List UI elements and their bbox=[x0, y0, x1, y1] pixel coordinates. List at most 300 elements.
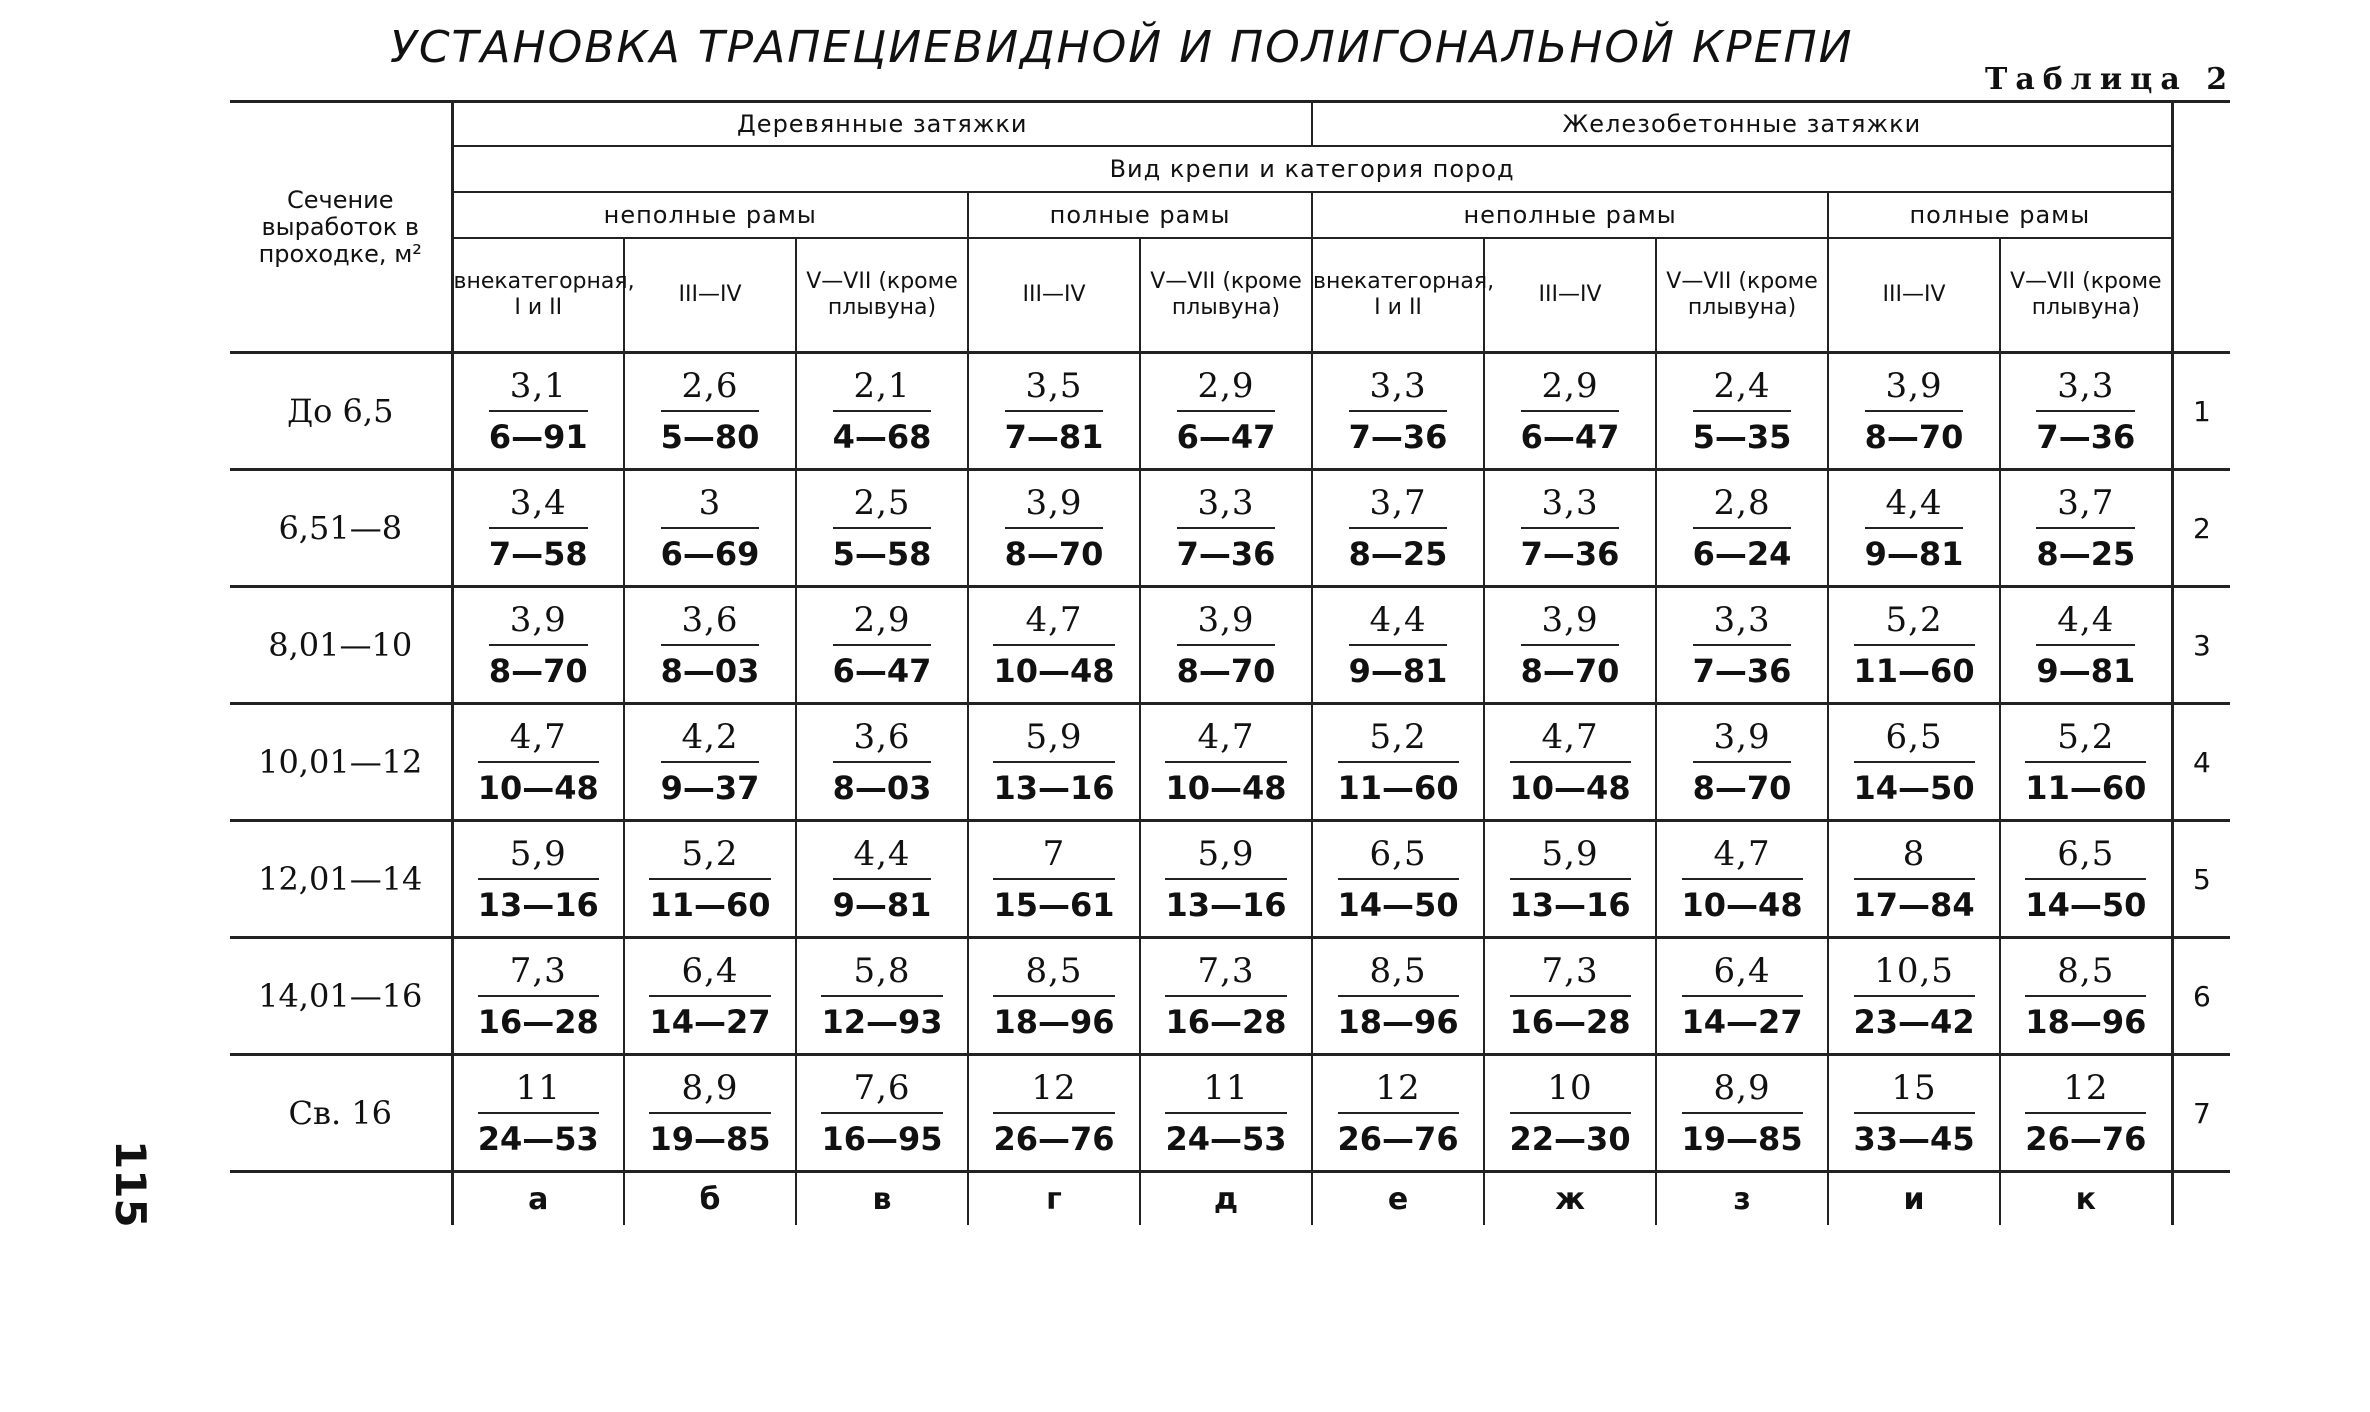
cell-denominator: 19—85 bbox=[649, 1120, 771, 1158]
cell-denominator: 10—48 bbox=[1681, 886, 1803, 924]
table-cell bbox=[2000, 821, 2172, 938]
table-cell bbox=[796, 353, 968, 470]
cell-denominator: 33—45 bbox=[1853, 1120, 1975, 1158]
cell-numerator: 3,3 bbox=[1177, 483, 1276, 529]
fraction bbox=[2025, 834, 2146, 924]
fraction bbox=[489, 366, 588, 456]
cell-denominator: 9—81 bbox=[1348, 652, 1448, 690]
cell-denominator: 10—48 bbox=[993, 652, 1115, 690]
cell-denominator: 18—96 bbox=[2025, 1003, 2147, 1041]
cell-numerator: 5,9 bbox=[478, 834, 599, 880]
table-cell bbox=[796, 1055, 968, 1172]
column-letter: г bbox=[968, 1172, 1140, 1226]
page-number: 115 bbox=[106, 1140, 155, 1228]
table-cell bbox=[1312, 470, 1484, 587]
section-range: Св. 16 bbox=[230, 1055, 452, 1172]
table-cell bbox=[1140, 704, 1312, 821]
cell-numerator: 3,6 bbox=[833, 717, 932, 763]
table-cell bbox=[968, 587, 1140, 704]
column-letter: б bbox=[624, 1172, 796, 1226]
cell-denominator: 5—80 bbox=[660, 418, 760, 456]
table-cell bbox=[452, 704, 624, 821]
table-cell bbox=[1828, 470, 2000, 587]
cell-denominator: 12—93 bbox=[821, 1003, 943, 1041]
concrete-lagging-header: Железобетонные затяжки bbox=[1312, 102, 2172, 147]
col-header-z: V—VII (кроме плывуна) bbox=[1656, 238, 1828, 353]
table-cell bbox=[624, 1055, 796, 1172]
cell-numerator: 5,2 bbox=[1338, 717, 1459, 763]
col-header-b: III—IV bbox=[624, 238, 796, 353]
cell-numerator: 3,7 bbox=[2036, 483, 2135, 529]
table-cell bbox=[968, 821, 1140, 938]
cell-numerator: 3,9 bbox=[1005, 483, 1104, 529]
fraction bbox=[1177, 483, 1276, 573]
table-cell bbox=[1484, 470, 1656, 587]
cell-denominator: 8—03 bbox=[660, 652, 760, 690]
col-header-i: III—IV bbox=[1828, 238, 2000, 353]
cell-denominator: 9—81 bbox=[2036, 652, 2136, 690]
section-range: До 6,5 bbox=[230, 353, 452, 470]
cell-numerator: 12 bbox=[993, 1068, 1114, 1114]
cell-denominator: 10—48 bbox=[1165, 769, 1287, 807]
cell-denominator: 7—81 bbox=[1004, 418, 1104, 456]
cell-denominator: 16—28 bbox=[1509, 1003, 1631, 1041]
table-cell bbox=[1656, 704, 1828, 821]
cell-numerator: 4,4 bbox=[1349, 600, 1448, 646]
cell-numerator: 8 bbox=[1854, 834, 1975, 880]
cell-numerator: 3,9 bbox=[489, 600, 588, 646]
cell-denominator: 19—85 bbox=[1681, 1120, 1803, 1158]
cell-numerator: 3,3 bbox=[1349, 366, 1448, 412]
table-cell bbox=[1656, 587, 1828, 704]
fraction bbox=[1177, 600, 1276, 690]
wood-lagging-header: Деревянные затяжки bbox=[452, 102, 1312, 147]
fraction bbox=[1338, 834, 1459, 924]
cell-numerator: 6,5 bbox=[1854, 717, 1975, 763]
cell-numerator: 10 bbox=[1510, 1068, 1631, 1114]
fraction bbox=[1338, 1068, 1459, 1158]
fraction bbox=[1165, 834, 1286, 924]
cell-denominator: 6—47 bbox=[832, 652, 932, 690]
cell-numerator: 4,4 bbox=[2036, 600, 2135, 646]
cell-denominator: 7—36 bbox=[1176, 535, 1276, 573]
column-letter: е bbox=[1312, 1172, 1484, 1226]
table-cell bbox=[1828, 353, 2000, 470]
cell-denominator: 10—48 bbox=[477, 769, 599, 807]
cell-numerator: 11 bbox=[478, 1068, 599, 1114]
table-cell bbox=[1484, 821, 1656, 938]
fraction bbox=[993, 717, 1114, 807]
cell-numerator: 3,9 bbox=[1521, 600, 1620, 646]
fraction bbox=[993, 600, 1114, 690]
cell-denominator: 6—69 bbox=[660, 535, 760, 573]
fraction bbox=[1865, 483, 1964, 573]
cell-numerator: 5,8 bbox=[821, 951, 942, 997]
column-letters-row bbox=[230, 1172, 2230, 1226]
fraction bbox=[1682, 1068, 1803, 1158]
cell-denominator: 26—76 bbox=[993, 1120, 1115, 1158]
table-cell bbox=[452, 353, 624, 470]
table-cell bbox=[624, 938, 796, 1055]
cell-denominator: 16—28 bbox=[477, 1003, 599, 1041]
section-range: 14,01—16 bbox=[230, 938, 452, 1055]
cell-denominator: 5—35 bbox=[1692, 418, 1792, 456]
fraction bbox=[1005, 366, 1104, 456]
cell-denominator: 8—70 bbox=[1176, 652, 1276, 690]
table-cell bbox=[968, 704, 1140, 821]
fraction bbox=[1865, 366, 1964, 456]
cell-denominator: 24—53 bbox=[1165, 1120, 1287, 1158]
table-cell bbox=[2000, 587, 2172, 704]
cell-denominator: 11—60 bbox=[1853, 652, 1975, 690]
table-cell bbox=[1656, 821, 1828, 938]
section-column-header-text: Сечение выработок в проходке, м² bbox=[258, 185, 422, 268]
table-cell bbox=[1312, 821, 1484, 938]
table-cell bbox=[968, 1055, 1140, 1172]
fraction bbox=[1349, 600, 1448, 690]
table-cell bbox=[624, 821, 796, 938]
cell-numerator: 2,6 bbox=[661, 366, 760, 412]
row-number: 4 bbox=[2172, 704, 2230, 821]
fraction bbox=[489, 483, 588, 573]
fraction bbox=[1510, 717, 1631, 807]
cell-denominator: 4—68 bbox=[832, 418, 932, 456]
table-cell bbox=[624, 587, 796, 704]
wood-full-frames-header: полные рамы bbox=[968, 192, 1312, 238]
table-cell bbox=[1312, 587, 1484, 704]
cell-numerator: 2,8 bbox=[1693, 483, 1792, 529]
column-letter: а bbox=[452, 1172, 624, 1226]
cell-numerator: 5,9 bbox=[993, 717, 1114, 763]
table-cell bbox=[1484, 353, 1656, 470]
cell-denominator: 9—37 bbox=[660, 769, 760, 807]
table-cell bbox=[1484, 1055, 1656, 1172]
table-cell bbox=[1656, 353, 1828, 470]
cell-numerator: 5,9 bbox=[1165, 834, 1286, 880]
table-cell bbox=[796, 587, 968, 704]
support-kind-header: Вид крепи и категория пород bbox=[452, 146, 2172, 192]
fraction bbox=[649, 951, 770, 1041]
section-range: 6,51—8 bbox=[230, 470, 452, 587]
table-cell bbox=[2000, 470, 2172, 587]
row-number: 7 bbox=[2172, 1055, 2230, 1172]
table-row bbox=[230, 587, 2230, 704]
table-cell bbox=[1484, 704, 1656, 821]
cell-numerator: 7 bbox=[993, 834, 1114, 880]
table-row bbox=[230, 470, 2230, 587]
cell-denominator: 23—42 bbox=[1853, 1003, 1975, 1041]
fraction bbox=[661, 366, 760, 456]
cell-numerator: 3,3 bbox=[2036, 366, 2135, 412]
cell-numerator: 5,9 bbox=[1510, 834, 1631, 880]
cell-numerator: 4,7 bbox=[478, 717, 599, 763]
fraction bbox=[1165, 951, 1286, 1041]
table-cell bbox=[452, 938, 624, 1055]
fraction bbox=[1338, 717, 1459, 807]
cell-denominator: 10—48 bbox=[1509, 769, 1631, 807]
col-header-zh: III—IV bbox=[1484, 238, 1656, 353]
cell-numerator: 3,9 bbox=[1177, 600, 1276, 646]
fraction bbox=[1521, 600, 1620, 690]
cell-denominator: 7—36 bbox=[1520, 535, 1620, 573]
cell-numerator: 6,5 bbox=[1338, 834, 1459, 880]
fraction bbox=[1510, 951, 1631, 1041]
section-range: 8,01—10 bbox=[230, 587, 452, 704]
cell-numerator: 12 bbox=[1338, 1068, 1459, 1114]
table-row bbox=[230, 704, 2230, 821]
fraction bbox=[1165, 717, 1286, 807]
cell-denominator: 7—36 bbox=[1348, 418, 1448, 456]
fraction bbox=[821, 951, 942, 1041]
cell-denominator: 6—91 bbox=[488, 418, 588, 456]
fraction bbox=[833, 366, 932, 456]
table-row bbox=[230, 353, 2230, 470]
cell-denominator: 6—47 bbox=[1176, 418, 1276, 456]
fraction bbox=[993, 1068, 1114, 1158]
cell-numerator: 7,3 bbox=[1165, 951, 1286, 997]
cell-numerator: 7,3 bbox=[1510, 951, 1631, 997]
table-cell bbox=[624, 353, 796, 470]
fraction bbox=[661, 600, 760, 690]
cell-numerator: 3,3 bbox=[1521, 483, 1620, 529]
cell-denominator: 8—70 bbox=[1692, 769, 1792, 807]
table-cell bbox=[1828, 1055, 2000, 1172]
page-title: УСТАНОВКА ТРАПЕЦИЕВИДНОЙ И ПОЛИГОНАЛЬНОЙ КРЕПИ bbox=[390, 22, 1854, 73]
fraction bbox=[1693, 366, 1792, 456]
fraction bbox=[1005, 483, 1104, 573]
fraction bbox=[1693, 717, 1792, 807]
cell-numerator: 4,4 bbox=[833, 834, 932, 880]
fraction bbox=[1510, 1068, 1631, 1158]
table-cell bbox=[796, 704, 968, 821]
fraction bbox=[1693, 483, 1792, 573]
cell-numerator: 3,7 bbox=[1349, 483, 1448, 529]
cell-numerator: 3,6 bbox=[661, 600, 760, 646]
cell-numerator: 2,9 bbox=[1177, 366, 1276, 412]
cell-numerator: 3,5 bbox=[1005, 366, 1104, 412]
cell-denominator: 11—60 bbox=[1337, 769, 1459, 807]
cell-denominator: 15—61 bbox=[993, 886, 1115, 924]
fraction bbox=[1510, 834, 1631, 924]
fraction bbox=[649, 834, 770, 924]
fraction bbox=[821, 1068, 942, 1158]
rownum-header-spacer bbox=[2172, 102, 2230, 353]
column-letter: з bbox=[1656, 1172, 1828, 1226]
column-letter: в bbox=[796, 1172, 968, 1226]
table-cell bbox=[968, 470, 1140, 587]
table-cell bbox=[1312, 938, 1484, 1055]
column-letter: к bbox=[2000, 1172, 2172, 1226]
table-cell bbox=[1484, 938, 1656, 1055]
table-cell bbox=[796, 821, 968, 938]
col-header-d: V—VII (кроме плывуна) bbox=[1140, 238, 1312, 353]
table-cell bbox=[1484, 587, 1656, 704]
fraction bbox=[993, 951, 1114, 1041]
cell-numerator: 10,5 bbox=[1854, 951, 1975, 997]
cell-numerator: 5,2 bbox=[649, 834, 770, 880]
table-cell bbox=[1140, 938, 1312, 1055]
cell-numerator: 8,9 bbox=[649, 1068, 770, 1114]
col-header-k: V—VII (кроме плывуна) bbox=[2000, 238, 2172, 353]
cell-denominator: 8—70 bbox=[1864, 418, 1964, 456]
fraction bbox=[2025, 717, 2146, 807]
cell-numerator: 8,5 bbox=[1338, 951, 1459, 997]
cell-denominator: 7—58 bbox=[488, 535, 588, 573]
table-cell bbox=[2000, 1055, 2172, 1172]
cell-denominator: 14—27 bbox=[1681, 1003, 1803, 1041]
fraction bbox=[1854, 951, 1975, 1041]
column-letter: и bbox=[1828, 1172, 2000, 1226]
column-letter: ж bbox=[1484, 1172, 1656, 1226]
cell-numerator: 5,2 bbox=[1854, 600, 1975, 646]
col-header-e: внекатегорная, I и II bbox=[1312, 238, 1484, 353]
fraction bbox=[1854, 600, 1975, 690]
cell-denominator: 13—16 bbox=[477, 886, 599, 924]
cell-denominator: 18—96 bbox=[993, 1003, 1115, 1041]
cell-denominator: 14—50 bbox=[2025, 886, 2147, 924]
fraction bbox=[661, 717, 760, 807]
fraction bbox=[2025, 951, 2146, 1041]
cell-numerator: 4,7 bbox=[1510, 717, 1631, 763]
table-cell bbox=[2000, 353, 2172, 470]
table-cell bbox=[968, 353, 1140, 470]
cell-denominator: 8—25 bbox=[1348, 535, 1448, 573]
cell-denominator: 16—28 bbox=[1165, 1003, 1287, 1041]
cell-numerator: 3,3 bbox=[1693, 600, 1792, 646]
cell-denominator: 6—47 bbox=[1520, 418, 1620, 456]
fraction bbox=[1521, 483, 1620, 573]
fraction bbox=[1349, 483, 1448, 573]
table-cell bbox=[1140, 821, 1312, 938]
support-table bbox=[230, 100, 2230, 1225]
table-cell bbox=[1828, 938, 2000, 1055]
fraction bbox=[1682, 951, 1803, 1041]
row-number: 3 bbox=[2172, 587, 2230, 704]
table-cell bbox=[796, 470, 968, 587]
cell-numerator: 5,2 bbox=[2025, 717, 2146, 763]
table-cell bbox=[1656, 470, 1828, 587]
section-range: 10,01—12 bbox=[230, 704, 452, 821]
fraction bbox=[1682, 834, 1803, 924]
cell-denominator: 5—58 bbox=[832, 535, 932, 573]
cell-denominator: 17—84 bbox=[1853, 886, 1975, 924]
table-label: Таблица 2 bbox=[1985, 62, 2236, 97]
cell-denominator: 22—30 bbox=[1509, 1120, 1631, 1158]
table-row bbox=[230, 938, 2230, 1055]
cell-numerator: 3,9 bbox=[1865, 366, 1964, 412]
fraction bbox=[1693, 600, 1792, 690]
cell-denominator: 6—24 bbox=[1692, 535, 1792, 573]
cell-denominator: 8—70 bbox=[488, 652, 588, 690]
col-header-g: III—IV bbox=[968, 238, 1140, 353]
cell-denominator: 16—95 bbox=[821, 1120, 943, 1158]
fraction bbox=[478, 951, 599, 1041]
col-header-a: внекатегорная, I и II bbox=[452, 238, 624, 353]
cell-denominator: 7—36 bbox=[2036, 418, 2136, 456]
cell-numerator: 8,5 bbox=[993, 951, 1114, 997]
cell-numerator: 4,7 bbox=[1682, 834, 1803, 880]
cell-numerator: 4,4 bbox=[1865, 483, 1964, 529]
table-cell bbox=[1828, 704, 2000, 821]
fraction bbox=[1854, 1068, 1975, 1158]
fraction bbox=[489, 600, 588, 690]
concrete-full-frames-header: полные рамы bbox=[1828, 192, 2172, 238]
cell-denominator: 18—96 bbox=[1337, 1003, 1459, 1041]
concrete-incomplete-frames-header: неполные рамы bbox=[1312, 192, 1828, 238]
cell-denominator: 26—76 bbox=[1337, 1120, 1459, 1158]
fraction bbox=[2036, 366, 2135, 456]
table-cell bbox=[1312, 1055, 1484, 1172]
cell-numerator: 6,4 bbox=[1682, 951, 1803, 997]
cell-numerator: 3,1 bbox=[489, 366, 588, 412]
cell-numerator: 6,4 bbox=[649, 951, 770, 997]
fraction bbox=[2025, 1068, 2146, 1158]
fraction bbox=[833, 834, 932, 924]
table-cell bbox=[2000, 938, 2172, 1055]
fraction bbox=[1854, 717, 1975, 807]
cell-numerator: 4,2 bbox=[661, 717, 760, 763]
letters-row-spacer bbox=[230, 1172, 452, 1226]
table-cell bbox=[1312, 353, 1484, 470]
cell-numerator: 6,5 bbox=[2025, 834, 2146, 880]
table-cell bbox=[452, 1055, 624, 1172]
cell-numerator: 8,9 bbox=[1682, 1068, 1803, 1114]
fraction bbox=[2036, 600, 2135, 690]
fraction bbox=[833, 483, 932, 573]
fraction bbox=[478, 717, 599, 807]
cell-denominator: 8—03 bbox=[832, 769, 932, 807]
fraction bbox=[1349, 366, 1448, 456]
row-number: 6 bbox=[2172, 938, 2230, 1055]
table-cell bbox=[1656, 1055, 1828, 1172]
fraction bbox=[2036, 483, 2135, 573]
table-cell bbox=[452, 470, 624, 587]
cell-denominator: 7—36 bbox=[1692, 652, 1792, 690]
table-cell bbox=[2000, 704, 2172, 821]
cell-numerator: 7,3 bbox=[478, 951, 599, 997]
cell-denominator: 13—16 bbox=[993, 769, 1115, 807]
row-number: 5 bbox=[2172, 821, 2230, 938]
fraction bbox=[1338, 951, 1459, 1041]
fraction bbox=[833, 717, 932, 807]
table-cell bbox=[968, 938, 1140, 1055]
fraction bbox=[649, 1068, 770, 1158]
cell-numerator: 2,1 bbox=[833, 366, 932, 412]
table-cell bbox=[796, 938, 968, 1055]
fraction bbox=[478, 834, 599, 924]
cell-numerator: 3 bbox=[661, 483, 760, 529]
cell-denominator: 11—60 bbox=[2025, 769, 2147, 807]
fraction bbox=[993, 834, 1114, 924]
cell-denominator: 13—16 bbox=[1165, 886, 1287, 924]
cell-denominator: 14—50 bbox=[1853, 769, 1975, 807]
cell-numerator: 3,9 bbox=[1693, 717, 1792, 763]
row-number: 2 bbox=[2172, 470, 2230, 587]
cell-denominator: 13—16 bbox=[1509, 886, 1631, 924]
table-cell bbox=[1140, 470, 1312, 587]
fraction bbox=[833, 600, 932, 690]
fraction bbox=[1177, 366, 1276, 456]
section-range: 12,01—14 bbox=[230, 821, 452, 938]
cell-denominator: 8—70 bbox=[1004, 535, 1104, 573]
table-cell bbox=[1140, 1055, 1312, 1172]
table-cell bbox=[1828, 587, 2000, 704]
cell-numerator: 4,7 bbox=[993, 600, 1114, 646]
table-cell bbox=[624, 704, 796, 821]
cell-numerator: 3,4 bbox=[489, 483, 588, 529]
letters-row-end bbox=[2172, 1172, 2230, 1226]
cell-numerator: 11 bbox=[1165, 1068, 1286, 1114]
